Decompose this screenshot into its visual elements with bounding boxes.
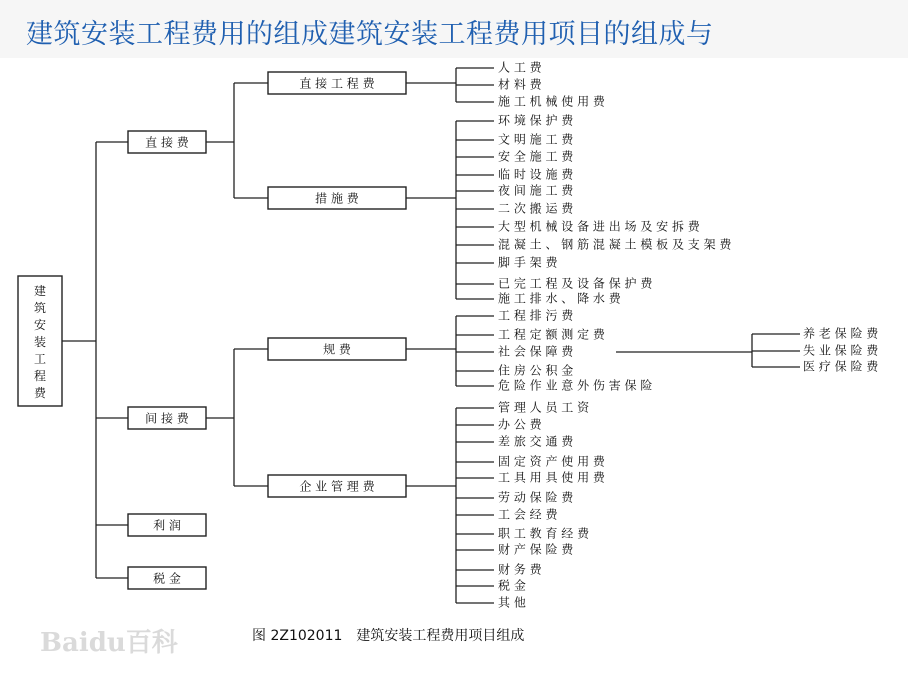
insurance-item: 医 疗 保 险 费 xyxy=(803,359,879,374)
cost-item: 施 工 排 水 、 降 水 费 xyxy=(498,291,621,306)
cost-item: 其 他 xyxy=(498,595,526,610)
subgroup-label: 直 接 工 程 费 xyxy=(299,76,375,91)
subgroup-label: 企 业 管 理 费 xyxy=(299,479,375,494)
cost-item: 差 旅 交 通 费 xyxy=(498,434,574,449)
cost-item: 临 时 设 施 费 xyxy=(498,167,574,182)
cost-structure-diagram xyxy=(0,58,908,678)
cost-item: 社 会 保 障 费 xyxy=(498,344,574,359)
cost-item: 管 理 人 员 工 资 xyxy=(498,400,590,415)
cost-item: 夜 间 施 工 费 xyxy=(498,183,574,198)
cost-item: 材 料 费 xyxy=(498,77,542,92)
cost-item: 税 金 xyxy=(498,578,526,593)
tree-svg xyxy=(0,58,908,678)
subgroup-label: 措 施 费 xyxy=(315,191,359,206)
cost-item: 大 型 机 械 设 备 进 出 场 及 安 拆 费 xyxy=(498,219,700,234)
group-label: 利 润 xyxy=(153,518,181,533)
cost-item: 职 工 教 育 经 费 xyxy=(498,526,590,541)
cost-item: 办 公 费 xyxy=(498,417,542,432)
figure-caption: 图 2Z102011 建筑安装工程费用项目组成 xyxy=(252,628,525,644)
insurance-item: 失 业 保 险 费 xyxy=(803,343,879,358)
cost-item: 工 程 定 额 测 定 费 xyxy=(498,327,605,342)
cost-item: 人 工 费 xyxy=(498,60,542,75)
group-label: 直 接 费 xyxy=(145,135,189,150)
group-label: 税 金 xyxy=(153,571,181,586)
subgroup-label: 规 费 xyxy=(323,342,351,357)
slide-header xyxy=(0,0,908,58)
cost-item: 环 境 保 护 费 xyxy=(498,113,574,128)
cost-item: 财 产 保 险 费 xyxy=(498,542,574,557)
cost-item: 固 定 资 产 使 用 费 xyxy=(498,454,605,469)
group-label: 间 接 费 xyxy=(145,411,189,426)
cost-item: 工 具 用 具 使 用 费 xyxy=(498,470,605,485)
slide-title: 建筑安装工程费用的组成建筑安装工程费用项目的组成与 xyxy=(26,19,714,50)
cost-item: 施 工 机 械 使 用 费 xyxy=(498,94,605,109)
cost-item: 混 凝 土 、 钢 筋 混 凝 土 模 板 及 支 架 费 xyxy=(498,237,732,252)
cost-item: 危 险 作 业 意 外 伤 害 保 险 xyxy=(498,378,653,393)
cost-item: 工 会 经 费 xyxy=(498,507,558,522)
cost-item: 财 务 费 xyxy=(498,562,542,577)
cost-item: 已 完 工 程 及 设 备 保 护 费 xyxy=(498,276,653,291)
cost-item: 安 全 施 工 费 xyxy=(498,149,574,164)
cost-item: 工 程 排 污 费 xyxy=(498,308,574,323)
cost-item: 文 明 施 工 费 xyxy=(498,132,574,147)
baidu-watermark: Baidu百科 xyxy=(40,628,178,658)
cost-item: 住 房 公 积 金 xyxy=(498,363,574,378)
root-label: 建筑安装工程费 xyxy=(33,284,47,400)
insurance-item: 养 老 保 险 费 xyxy=(803,326,879,341)
cost-item: 脚 手 架 费 xyxy=(498,255,558,270)
cost-item: 劳 动 保 险 费 xyxy=(498,490,574,505)
cost-item: 二 次 搬 运 费 xyxy=(498,201,574,216)
